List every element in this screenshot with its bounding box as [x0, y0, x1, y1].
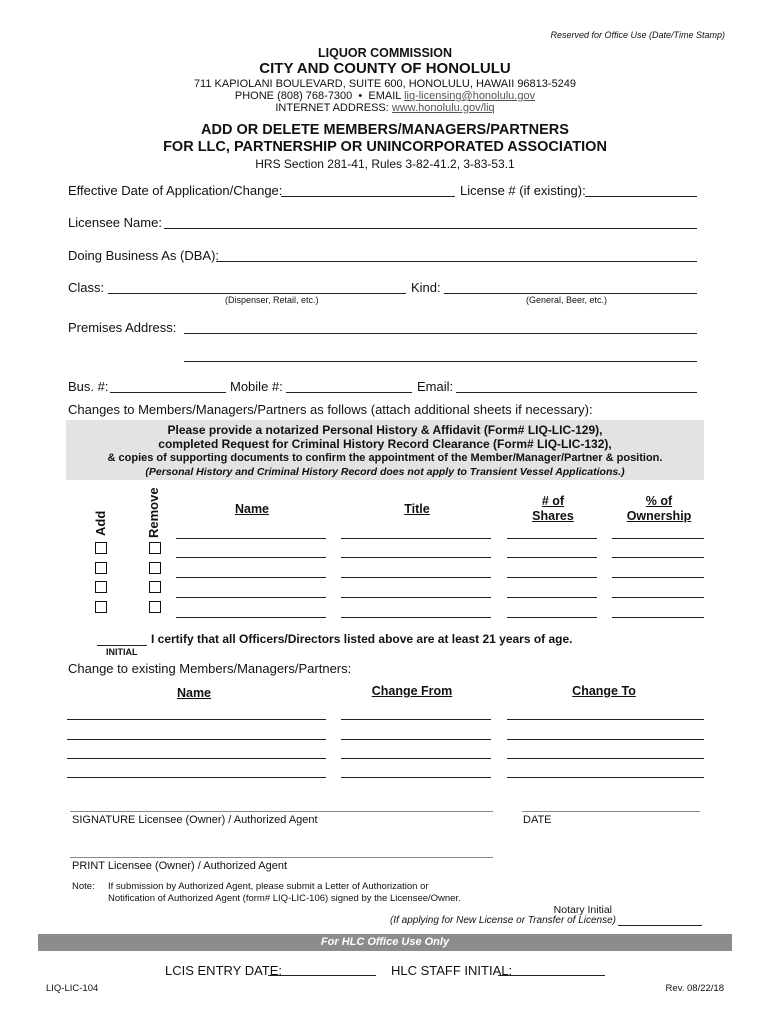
add-checkbox[interactable] [95, 581, 107, 593]
premises-field-2[interactable] [184, 361, 697, 362]
reserved-note: Reserved for Office Use (Date/Time Stamp) [550, 30, 725, 40]
effective-date-label: Effective Date of Application/Change: [68, 183, 283, 198]
remove-column-header: Remove [146, 487, 161, 538]
member-name-field[interactable] [176, 538, 326, 539]
member-shares-field[interactable] [507, 597, 597, 598]
name-column-header: Name [234, 502, 270, 516]
member-name-field[interactable] [176, 617, 326, 618]
add-checkbox[interactable] [95, 562, 107, 574]
licensee-name-label: Licensee Name: [68, 215, 162, 230]
notice-line-1: Please provide a notarized Personal History & Affidavit (Form# LIQ-LIC-129), [167, 423, 603, 437]
license-number-label: License # (if existing): [460, 183, 586, 198]
remove-checkbox[interactable] [149, 542, 161, 554]
signature-field[interactable] [70, 811, 493, 812]
email-field[interactable] [456, 392, 697, 393]
initial-label: INITIAL [106, 647, 138, 657]
office-use-title: For HLC Office Use Only [320, 936, 450, 948]
class-field[interactable] [108, 293, 406, 294]
change-from-field[interactable] [341, 758, 491, 759]
print-name-field[interactable] [70, 857, 493, 858]
existing-name-field[interactable] [67, 719, 326, 720]
notary-initial-field[interactable] [618, 925, 702, 926]
date-label: DATE [523, 814, 552, 826]
dba-label: Doing Business As (DBA): [68, 248, 220, 263]
note-label: Note: [72, 881, 95, 892]
add-checkbox[interactable] [95, 601, 107, 613]
member-title-field[interactable] [341, 597, 491, 598]
member-shares-field[interactable] [507, 538, 597, 539]
remove-checkbox[interactable] [149, 581, 161, 593]
notice-line-2: completed Request for Criminal History Record Clearance (Form# LIQ-LIC-132), [158, 437, 612, 451]
bus-label: Bus. #: [68, 379, 109, 394]
notice-line-3: & copies of supporting documents to confirm the appointment of the Member/Manager/Partner & position. [107, 452, 663, 464]
city-name: CITY AND COUNTY OF HONOLULU [259, 60, 511, 77]
member-ownership-field[interactable] [612, 617, 704, 618]
revision: Rev. 08/22/18 [665, 983, 724, 994]
signature-label: SIGNATURE Licensee (Owner) / Authorized Agent [72, 814, 318, 826]
remove-checkbox[interactable] [149, 562, 161, 574]
mobile-label: Mobile #: [230, 379, 283, 394]
staff-initial-field[interactable] [498, 975, 605, 976]
email-link[interactable]: liq-licensing@honolulu.gov [404, 90, 536, 102]
member-shares-field[interactable] [507, 577, 597, 578]
member-ownership-field[interactable] [612, 557, 704, 558]
print-label: PRINT Licensee (Owner) / Authorized Agent [72, 860, 288, 872]
add-checkbox[interactable] [95, 542, 107, 554]
licensee-name-field[interactable] [164, 228, 697, 229]
kind-label: Kind: [411, 280, 441, 295]
lcis-label: LCIS ENTRY DATE: [165, 963, 283, 978]
member-title-field[interactable] [341, 617, 491, 618]
existing-intro: Change to existing Members/Managers/Partners: [68, 661, 352, 676]
change-to-header: Change To [572, 684, 636, 698]
notary-hint: (If applying for New License or Transfer of License) [389, 915, 616, 926]
member-name-field[interactable] [176, 557, 326, 558]
internet-line [0, 102, 770, 114]
member-title-field[interactable] [341, 538, 491, 539]
existing-name-field[interactable] [67, 758, 326, 759]
member-title-field[interactable] [341, 577, 491, 578]
class-label: Class: [68, 280, 105, 295]
form-number: LIQ-LIC-104 [46, 983, 99, 994]
change-from-field[interactable] [341, 739, 491, 740]
member-ownership-field[interactable] [612, 577, 704, 578]
bus-field[interactable] [110, 392, 226, 393]
member-title-field[interactable] [341, 557, 491, 558]
effective-date-field[interactable] [281, 196, 455, 197]
mobile-field[interactable] [286, 392, 412, 393]
change-to-field[interactable] [507, 777, 704, 778]
member-ownership-field[interactable] [612, 597, 704, 598]
kind-field[interactable] [444, 293, 697, 294]
form-title-2: FOR LLC, PARTNERSHIP OR UNINCORPORATED ASSOCIATION [163, 139, 607, 155]
lcis-field[interactable] [268, 975, 376, 976]
existing-name-field[interactable] [67, 739, 326, 740]
member-ownership-field[interactable] [612, 538, 704, 539]
member-name-field[interactable] [176, 577, 326, 578]
email-label: EMAIL [368, 90, 401, 102]
existing-name-field[interactable] [67, 777, 326, 778]
internet-label: INTERNET ADDRESS: [275, 102, 389, 114]
remove-checkbox[interactable] [149, 601, 161, 613]
note-line-2: Notification of Authorized Agent (form# LIQ-LIC-106) signed by the Licensee/Owner. [108, 893, 461, 904]
change-to-field[interactable] [507, 719, 704, 720]
class-hint: (Dispenser, Retail, etc.) [225, 295, 319, 305]
initial-field[interactable] [97, 645, 147, 646]
kind-hint: (General, Beer, etc.) [526, 295, 608, 305]
certify-statement: I certify that all Officers/Directors listed above are at least 21 years of age. [151, 632, 573, 646]
license-number-field[interactable] [585, 196, 697, 197]
notice-line-4: (Personal History and Criminal History Record does not apply to Transient Vessel Applications.) [145, 466, 625, 478]
dba-field[interactable] [216, 261, 697, 262]
email-field-label: Email: [417, 379, 454, 394]
change-from-field[interactable] [341, 719, 491, 720]
address: 711 KAPIOLANI BOULEVARD, SUITE 600, HONOLULU, HAWAII 96813-5249 [193, 78, 577, 90]
shares-column-header: # of Shares [532, 494, 574, 523]
hrs-reference: HRS Section 281-41, Rules 3-82-41.2, 3-83-53.1 [255, 157, 515, 171]
change-to-field[interactable] [507, 758, 704, 759]
member-shares-field[interactable] [507, 617, 597, 618]
premises-field-1[interactable] [184, 333, 697, 334]
member-shares-field[interactable] [507, 557, 597, 558]
member-name-field[interactable] [176, 597, 326, 598]
ownership-column-header: % of Ownership [626, 494, 692, 523]
contact-line: PHONE (808) 768-7300 • EMAIL liq-licensing@honolulu.gov [234, 90, 536, 102]
premises-label: Premises Address: [68, 320, 177, 335]
changes-intro: Changes to Members/Managers/Partners as follows (attach additional sheets if necessary): [68, 402, 593, 417]
date-field[interactable] [522, 811, 700, 812]
form-title-1: ADD OR DELETE MEMBERS/MANAGERS/PARTNERS [201, 122, 569, 138]
internet-link[interactable]: www.honolulu.gov/liq [391, 102, 495, 114]
phone: PHONE (808) 768-7300 [234, 90, 353, 102]
note-line-1: If submission by Authorized Agent, please submit a Letter of Authorization or [108, 881, 429, 892]
change-from-field[interactable] [341, 777, 491, 778]
title-column-header: Title [404, 502, 430, 516]
add-column-header: Add [93, 510, 108, 536]
change-to-field[interactable] [507, 739, 704, 740]
existing-name-header: Name [176, 686, 212, 700]
org-name: LIQUOR COMMISSION [317, 46, 453, 60]
notary-initial-label: Notary Initial [553, 904, 612, 916]
staff-initial-label: HLC STAFF INITIAL: [391, 963, 513, 978]
change-from-header: Change From [371, 684, 453, 698]
